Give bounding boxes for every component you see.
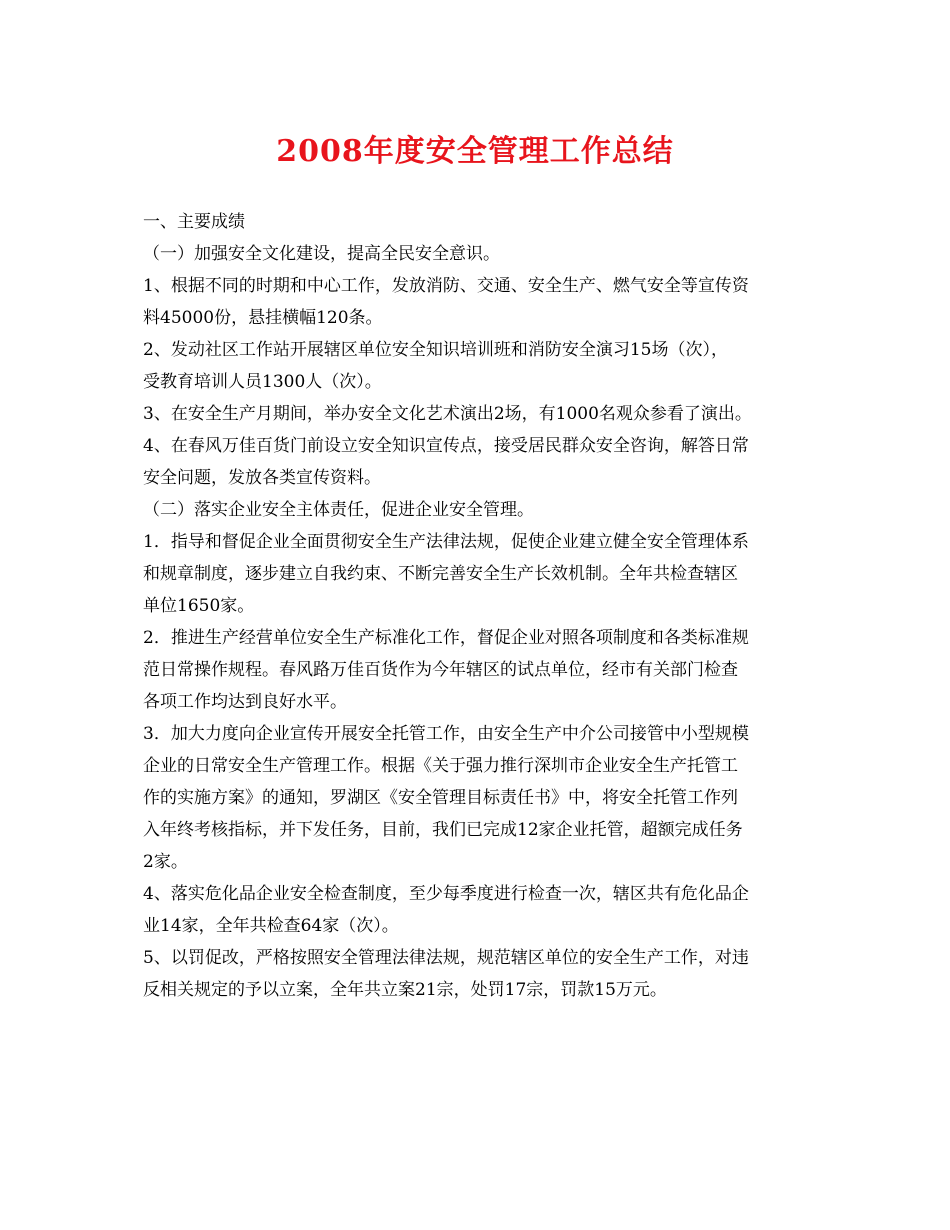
paragraph-line: 料45000份，悬挂横幅120条。 bbox=[143, 308, 383, 328]
paragraph-line: 3、在安全生产月期间，举办安全文化艺术演出2场，有1000名观众参看了演出。 bbox=[143, 404, 752, 424]
paragraph-line: 单位1650家。 bbox=[143, 596, 255, 616]
paragraph-line: 作的实施方案》的通知，罗湖区《安全管理目标责任书》中，将安全托管工作列 bbox=[143, 788, 738, 808]
paragraph-line: 5、以罚促改，严格按照安全管理法律法规，规范辖区单位的安全生产工作，对违 bbox=[143, 948, 749, 968]
paragraph-line: 企业的日常安全生产管理工作。根据《关于强力推行深圳市企业安全生产托管工 bbox=[143, 756, 738, 776]
paragraph-line: 4、落实危化品企业安全检查制度，至少每季度进行检查一次，辖区共有危化品企 bbox=[143, 884, 749, 904]
paragraph-line: 3．加大力度向企业宣传开展安全托管工作，由安全生产中介公司接管中小型规模 bbox=[143, 724, 749, 744]
document-title: 2008年度安全管理工作总结 bbox=[276, 134, 674, 169]
section-heading: 一、主要成绩 bbox=[143, 212, 245, 232]
paragraph-line: 2、发动社区工作站开展辖区单位安全知识培训班和消防安全演习15场（次）， bbox=[143, 340, 728, 360]
subsection-heading: （一）加强安全文化建设，提高全民安全意识。 bbox=[143, 244, 500, 264]
paragraph-line: 反相关规定的予以立案，全年共立案21宗，处罚17宗，罚款15万元。 bbox=[143, 980, 667, 1000]
paragraph-line: 入年终考核指标，并下发任务，目前，我们已完成12家企业托管，超额完成任务 bbox=[143, 820, 743, 840]
paragraph-line: 受教育培训人员1300人（次）。 bbox=[143, 372, 382, 392]
paragraph-line: 安全问题，发放各类宣传资料。 bbox=[143, 468, 381, 488]
subsection-heading: （二）落实企业安全主体责任，促进企业安全管理。 bbox=[143, 500, 534, 520]
paragraph-line: 2家。 bbox=[143, 852, 188, 872]
paragraph-line: 业14家，全年共检查64家（次）。 bbox=[143, 916, 399, 936]
paragraph-line: 范日常操作规程。春风路万佳百货作为今年辖区的试点单位，经市有关部门检查 bbox=[143, 660, 738, 680]
paragraph-line: 2．推进生产经营单位安全生产标准化工作，督促企业对照各项制度和各类标准规 bbox=[143, 628, 749, 648]
paragraph-line: 1、根据不同的时期和中心工作，发放消防、交通、安全生产、燃气安全等宣传资 bbox=[143, 276, 749, 296]
paragraph-line: 4、在春风万佳百货门前设立安全知识宣传点，接受居民群众安全咨询，解答日常 bbox=[143, 436, 749, 456]
paragraph-line: 各项工作均达到良好水平。 bbox=[143, 692, 347, 712]
paragraph-line: 和规章制度，逐步建立自我约束、不断完善安全生产长效机制。全年共检查辖区 bbox=[143, 564, 738, 584]
paragraph-line: 1．指导和督促企业全面贯彻安全生产法律法规，促使企业建立健全安全管理体系 bbox=[143, 532, 749, 552]
document-body bbox=[143, 206, 813, 1006]
